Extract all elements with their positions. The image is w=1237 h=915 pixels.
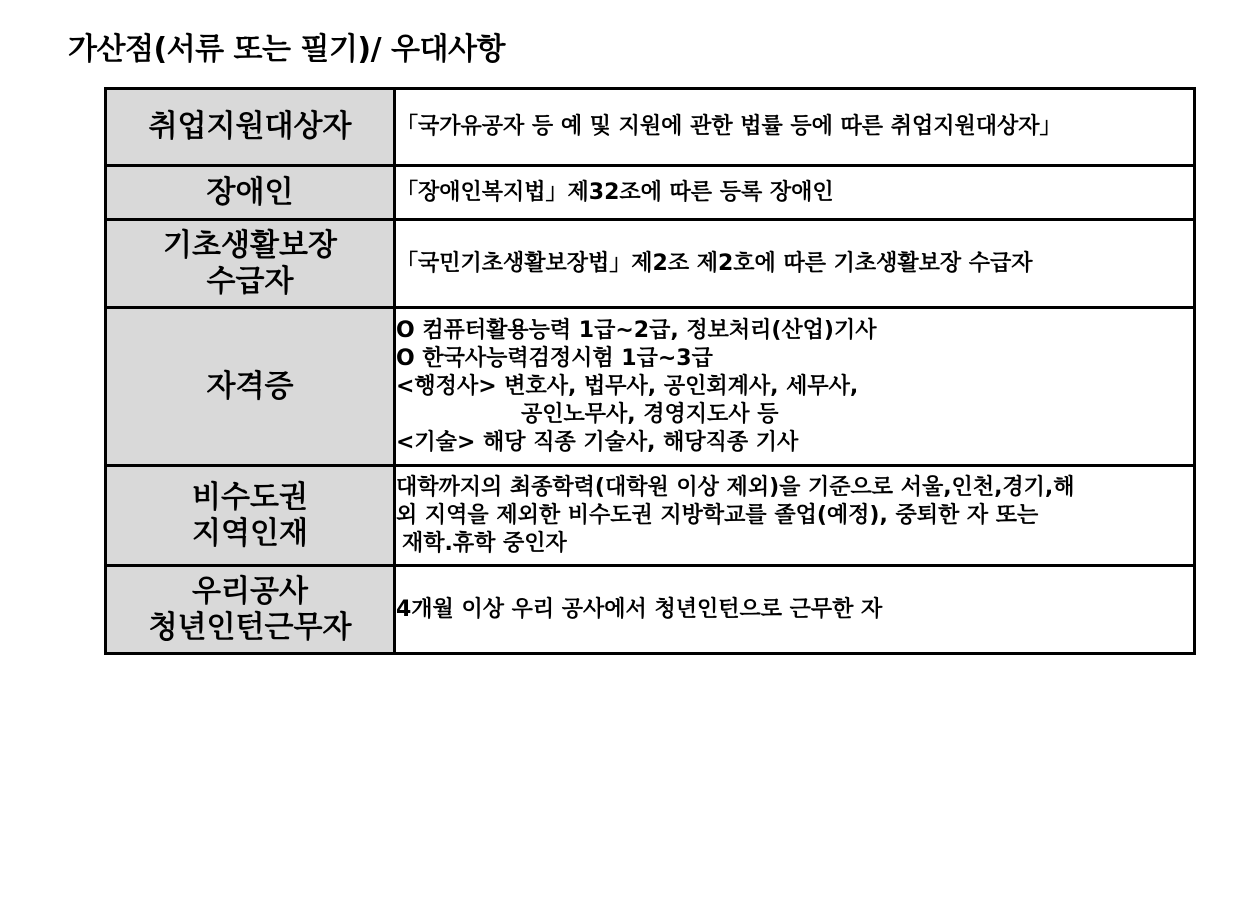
row-label: 자격증 [206, 368, 294, 404]
table-row [106, 466, 1195, 566]
row-label-cell [106, 220, 395, 308]
row-description: 공인노무사, 경영지도사 등 [521, 401, 779, 427]
row-label: 우리공사 [192, 573, 308, 609]
row-description-cell [395, 220, 1195, 308]
row-description: 외 지역을 제외한 비수도권 지방학교를 졸업(예정), 중퇴한 자 또는 [396, 502, 1039, 528]
row-label: 비수도권 [192, 479, 308, 515]
row-label: 수급자 [206, 263, 294, 299]
row-description: 4개월 이상 우리 공사에서 청년인턴으로 근무한 자 [396, 596, 883, 622]
row-label: 장애인 [206, 174, 294, 210]
row-description: 대학까지의 최종학력(대학원 이상 제외)을 기준으로 서울,인천,경기,해 [396, 474, 1075, 500]
row-label: 청년인턴근무자 [148, 609, 352, 645]
benefits-table [104, 87, 1196, 655]
row-description: 재학.휴학 중인자 [402, 530, 567, 556]
row-label-cell [106, 166, 395, 220]
row-description: 「국민기초생활보장법」제2조 제2호에 따른 기초생활보장 수급자 [396, 250, 1033, 276]
row-label-cell [106, 89, 395, 166]
table-row [106, 220, 1195, 308]
row-label: 지역인재 [192, 515, 308, 551]
row-label-cell [106, 566, 395, 654]
row-label-cell [106, 466, 395, 566]
table-row [106, 566, 1195, 654]
table-row [106, 308, 1195, 466]
row-label: 기초생활보장 [163, 227, 337, 263]
table-row [106, 89, 1195, 166]
row-label-cell [106, 308, 395, 466]
row-description: <행정사> 변호사, 법무사, 공인회계사, 세무사, [396, 373, 859, 399]
row-description: 「국가유공자 등 예 및 지원에 관한 법률 등에 따른 취업지원대상자」 [396, 114, 1062, 139]
row-description-cell [395, 466, 1195, 566]
row-description: <기술> 해당 직종 기술사, 해당직종 기사 [396, 429, 799, 455]
row-description: O 컴퓨터활용능력 1급~2급, 정보처리(산업)기사 [396, 317, 877, 343]
row-description-cell [395, 566, 1195, 654]
row-description: 「장애인복지법」제32조에 따른 등록 장애인 [396, 179, 834, 205]
row-description-cell [395, 89, 1195, 166]
page-title: 가산점(서류 또는 필기)/ 우대사항 [68, 32, 505, 67]
row-label: 취업지원대상자 [148, 109, 352, 144]
row-description: O 한국사능력검정시험 1급~3급 [396, 345, 713, 371]
row-description-cell [395, 308, 1195, 466]
table-row [106, 166, 1195, 220]
row-description-cell [395, 166, 1195, 220]
